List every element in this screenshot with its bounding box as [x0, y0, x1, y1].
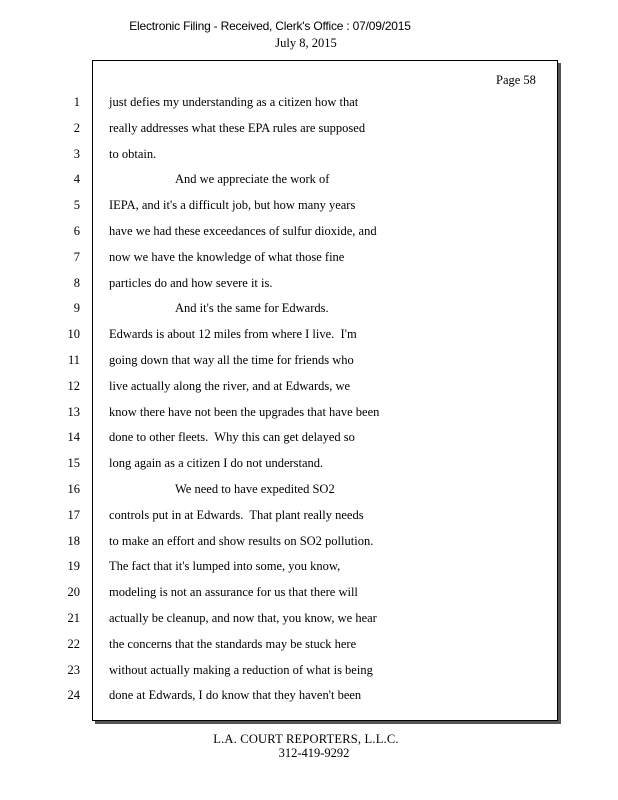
line-number: 24	[67, 688, 80, 703]
transcript-line: And we appreciate the work of	[175, 172, 330, 187]
line-number: 20	[67, 585, 80, 600]
transcript-line: to obtain.	[109, 146, 157, 161]
line-number: 9	[73, 301, 80, 316]
line-number: 17	[67, 507, 80, 522]
line-number: 6	[73, 224, 80, 238]
filing-stamp: Electronic Filing - Received, Clerk's Office : 07/09/2015	[129, 19, 411, 33]
transcript-line: actually be cleanup, and now that, you know, we hear	[109, 611, 377, 625]
line-number: 7	[73, 249, 80, 264]
transcript-line: now we have the knowledge of what those fine	[109, 249, 345, 264]
transcript-line: to make an effort and show results on SO2 pollution.	[109, 533, 374, 548]
line-number: 11	[67, 353, 80, 367]
line-number: 3	[73, 146, 80, 161]
court-reporter-firm: L.A. COURT REPORTERS, L.L.C.	[213, 732, 399, 746]
transcript-line: just defies my understanding as a citizen how that	[109, 95, 359, 109]
line-number: 19	[67, 559, 80, 574]
transcript-line: the concerns that the standards may be stuck here	[109, 636, 357, 651]
transcript-line: going down that way all the time for friends who	[109, 353, 354, 367]
line-number: 21	[67, 611, 80, 625]
line-number: 2	[73, 120, 80, 135]
transcript-line: really addresses what these EPA rules are supposed	[109, 120, 366, 135]
line-number: 23	[67, 662, 80, 677]
transcript-line: We need to have expedited SO2	[175, 482, 335, 496]
line-number: 22	[67, 636, 80, 651]
transcript-line: controls put in at Edwards. That plant really needs	[109, 507, 364, 522]
line-number: 8	[73, 275, 80, 290]
court-reporter-phone: 312-419-9292	[278, 746, 350, 760]
line-number: 1	[73, 95, 80, 109]
line-number: 16	[67, 482, 80, 496]
transcript-line: done at Edwards, I do know that they haven't been	[109, 688, 362, 703]
transcript-line: Edwards is about 12 miles from where I live. I'm	[109, 327, 357, 342]
line-number: 10	[67, 327, 80, 342]
line-number: 14	[67, 430, 80, 445]
line-number: 4	[73, 172, 80, 187]
transcript-line: particles do and how severe it is.	[109, 275, 273, 290]
transcript-line: IEPA, and it's a difficult job, but how many years	[109, 198, 356, 213]
line-number: 15	[67, 456, 80, 471]
page-number: Page 58	[496, 73, 536, 87]
transcript-line: And it's the same for Edwards.	[175, 301, 329, 316]
line-number: 13	[67, 404, 80, 419]
transcript-line: done to other fleets. Why this can get delayed so	[109, 430, 355, 445]
transcript-line: modeling is not an assurance for us that there will	[109, 585, 358, 600]
hearing-date: July 8, 2015	[275, 36, 337, 50]
transcript-line: without actually making a reduction of what is being	[109, 662, 373, 677]
transcript-line: The fact that it's lumped into some, you know,	[109, 559, 341, 574]
transcript-line: live actually along the river, and at Edwards, we	[109, 378, 351, 393]
transcript-line: know there have not been the upgrades that have been	[109, 404, 380, 419]
line-number: 18	[67, 533, 80, 548]
transcript-line: have we had these exceedances of sulfur dioxide, and	[109, 224, 377, 238]
line-number: 5	[73, 198, 80, 213]
line-number: 12	[67, 378, 80, 393]
transcript-line: long again as a citizen I do not understand.	[109, 456, 324, 471]
